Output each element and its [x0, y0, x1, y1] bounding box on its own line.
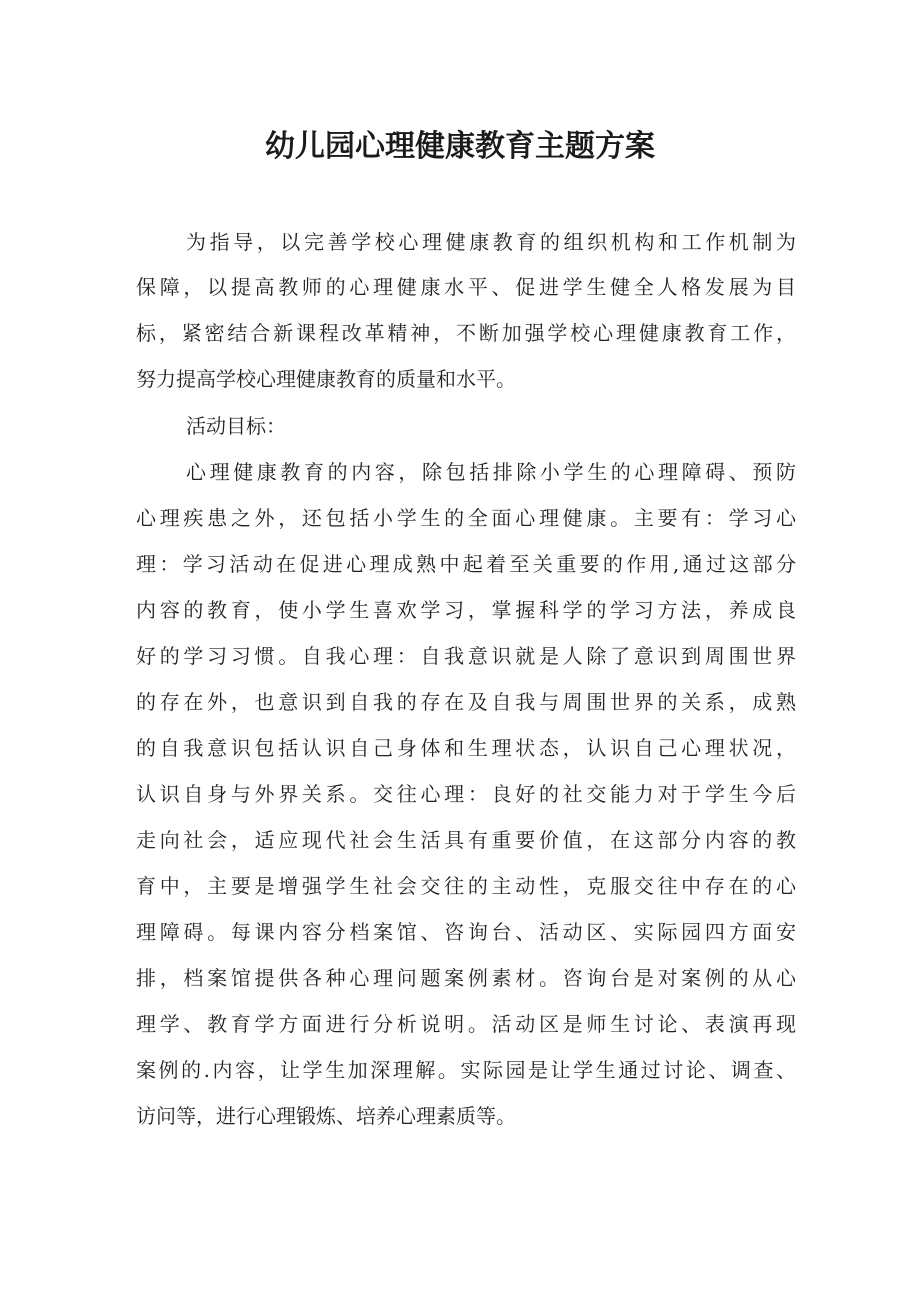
- paragraph-line: 理：学习活动在促进心理成熟中起着至关重要的作用,通过这部分: [136, 552, 796, 576]
- paragraph-line: 保障，以提高教师的心理健康水平、促进学生健全人格发展为目: [136, 275, 796, 299]
- paragraph-line: 标，紧密结合新课程改革精神，不断加强学校心理健康教育工作，: [136, 321, 796, 345]
- paragraph-line: 排，档案馆提供各种心理问题案例素材。咨询台是对案例的从心: [136, 966, 796, 990]
- paragraph-line: 访问等，进行心理锻炼、培养心理素质等。: [136, 1104, 516, 1128]
- document-title: 幼儿园心理健康教育主题方案: [265, 129, 655, 164]
- paragraph-line: 理学、教育学方面进行分析说明。活动区是师生讨论、表演再现: [136, 1012, 796, 1036]
- paragraph-line: 走向社会，适应现代社会生活具有重要价值，在这部分内容的教: [136, 828, 796, 852]
- paragraph-line: 好的学习习惯。自我心理：自我意识就是人除了意识到周围世界: [136, 644, 796, 668]
- paragraph-line: 育中，主要是增强学生社会交往的主动性，克服交往中存在的心: [136, 874, 796, 898]
- paragraph-line: 理障碍。每课内容分档案馆、咨询台、活动区、实际园四方面安: [136, 920, 796, 944]
- paragraph-line: 心理健康教育的内容，除包括排除小学生的心理障碍、预防: [186, 460, 796, 484]
- paragraph-line: 的自我意识包括认识自己身体和生理状态，认识自己心理状况，: [136, 736, 796, 760]
- paragraph-line: 努力提高学校心理健康教育的质量和水平。: [136, 367, 516, 391]
- paragraph-line: 的存在外，也意识到自我的存在及自我与周围世界的关系，成熟: [136, 690, 796, 714]
- paragraph-line: 案例的.内容，让学生加深理解。实际园是让学生通过讨论、调查、: [136, 1058, 796, 1082]
- paragraph-line: 心理疾患之外，还包括小学生的全面心理健康。主要有：学习心: [136, 506, 796, 530]
- section-heading-activity-goals: 活动目标：: [186, 414, 286, 438]
- paragraph-line: 认识自身与外界关系。交往心理：良好的社交能力对于学生今后: [136, 782, 796, 806]
- paragraph-line: 内容的教育，使小学生喜欢学习，掌握科学的学习方法，养成良: [136, 598, 796, 622]
- paragraph-line: 为指导，以完善学校心理健康教育的组织机构和工作机制为: [186, 230, 796, 254]
